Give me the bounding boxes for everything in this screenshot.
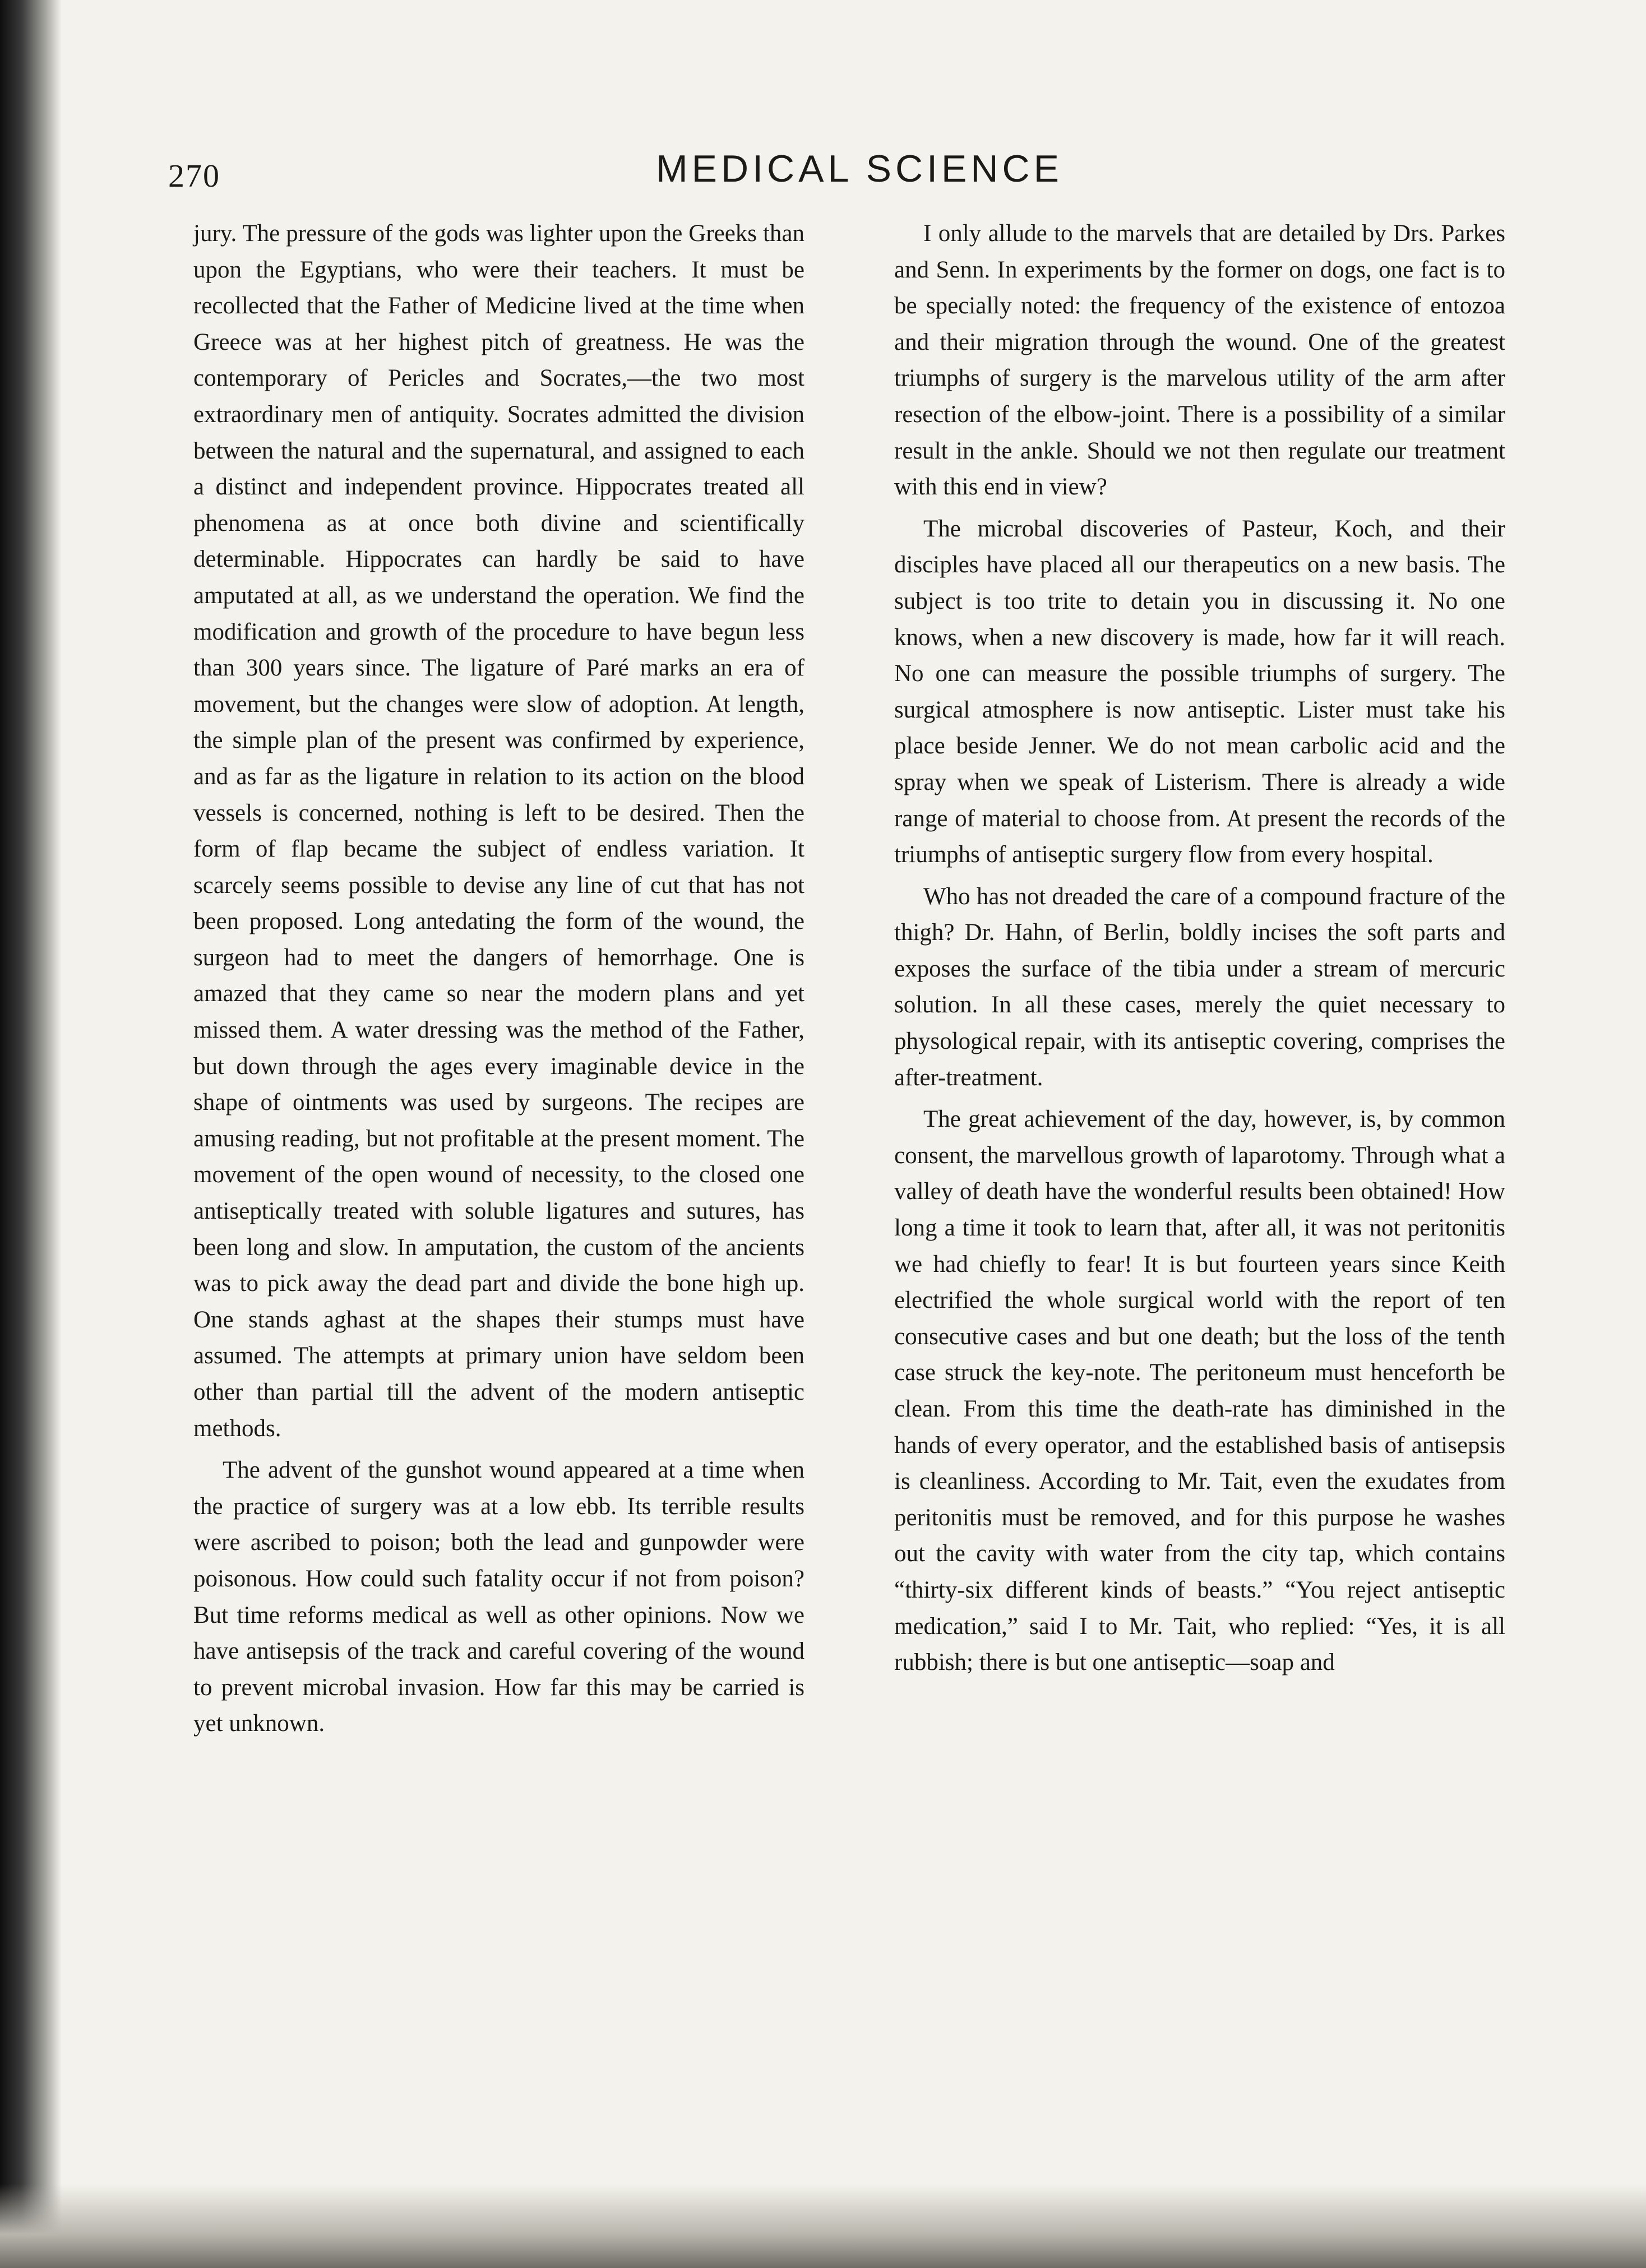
page-binding-shadow xyxy=(0,0,62,2268)
page-number: 270 xyxy=(168,158,220,194)
left-column xyxy=(193,216,804,1748)
right-paragraph-2: The microbal discoveries of Pasteur, Koch, and their disciples have placed all our therapeutics on a new basis. The subject is too trite to detain you in discussing it. No one knows, when a new discovery is made, how far it will reach. No one can measure the possible triumphs of surgery. The surgical atmosphere is now antiseptic. Lister must take his place beside Jenner. We do not mean carbolic acid and the spray when we speak of Listerism. There is already a wide range of material to choose from. At present the records of the triumphs of antiseptic surgery flow from every hospital. xyxy=(894,515,1505,868)
page-header xyxy=(168,147,1486,209)
page-bottom-shadow xyxy=(0,2184,1646,2268)
running-head: MEDICAL SCIENCE xyxy=(656,147,1063,190)
left-paragraph-1: jury. The pressure of the gods was lighter upon the Greeks than upon the Egyptians, who were their teachers. It must be recollected that the Father of Medicine lived at the time when Greece was at her highest pitch of greatness. He was the contemporary of Pericles and Socrates,—the two most extraordinary men of antiquity. Socrates admitted the division between the natural and the supernatural, and assigned to each a distinct and independent province. Hippocrates treated all phenomena as at once both divine and scientifically determinable. Hippocrates can hardly be said to have amputated at all, as we understand the operation. We find the modification and growth of the procedure to have begun less than 300 years since. The ligature of Paré marks an era of movement, but the changes were slow of adoption. At length, the simple plan of the present was confirmed by experience, and as far as the ligature in relation to its action on the blood vessels is concerned, nothing is left to be desired. Then the form of flap became the subject of endless variation. It scarcely seems possible to devise any line of cut that has not been proposed. Long antedating the form of the wound, the surgeon had to meet the dangers of hemorrhage. One is amazed that they came so near the modern plans and yet missed them. A water dressing was the method of the Father, but down through the ages every imaginable device in the shape of ointments was used by surgeons. The recipes are amusing reading, but not profitable at the present moment. The movement of the open wound of necessity, to the closed one antiseptically treated with soluble ligatures and sutures, has been long and slow. In amputation, the custom of the ancients was to pick away the dead part and divide the bone high up. One stands aghast at the shapes their stumps must have assumed. The attempts at primary union have seldom been other than partial till the advent of the modern antiseptic methods. xyxy=(193,220,804,1442)
right-paragraph-4: The great achievement of the day, however, is, by common consent, the marvellous growth of laparotomy. Through what a valley of death have the wonderful results been obtained! How long a time it took to learn that, after all, it was not peritonitis we had chiefly to fear! It is but fourteen years since Keith electrified the whole surgical world with the report of ten consecutive cases and but one death; but the loss of the tenth case struck the key-note. The peritoneum must henceforth be clean. From this time the death-rate has diminished in the hands of every operator, and the established basis of antisepsis is cleanliness. According to Mr. Tait, even the exudates from peritonitis must be removed, and for this purpose he washes out the cavity with water from the city tap, which contains “thirty-six different kinds of beasts.” “You reject antiseptic medication,” said I to Mr. Tait, who replied: “Yes, it is all rubbish; there is but one antiseptic—soap and xyxy=(894,1106,1505,1676)
left-paragraph-2: The advent of the gunshot wound appeared at a time when the practice of surgery was at a low ebb. Its terrible results were ascribed to poison; both the lead and gunpowder were poisonous. How could such fatality occur if not from poison? But time reforms medical as well as other opinions. Now we have antisepsis of the track and careful covering of the wound to prevent microbal invasion. How far this may be carried is yet unknown. xyxy=(193,1457,804,1737)
right-column xyxy=(894,216,1505,1687)
right-paragraph-3: Who has not dreaded the care of a compound fracture of the thigh? Dr. Hahn, of Berlin, boldly incises the soft parts and exposes the surface of the tibia under a stream of mercuric solution. In all these cases, merely the quiet necessary to physological repair, with its antiseptic covering, comprises the after-treatment. xyxy=(894,883,1505,1091)
right-paragraph-1: I only allude to the marvels that are detailed by Drs. Parkes and Senn. In experiments by the former on dogs, one fact is to be specially noted: the frequency of the existence of entozoa and their migration through the wound. One of the greatest triumphs of surgery is the marvelous utility of the arm after resection of the elbow-joint. There is a possibility of a similar result in the ankle. Should we not then regulate our treatment with this end in view? xyxy=(894,220,1505,501)
